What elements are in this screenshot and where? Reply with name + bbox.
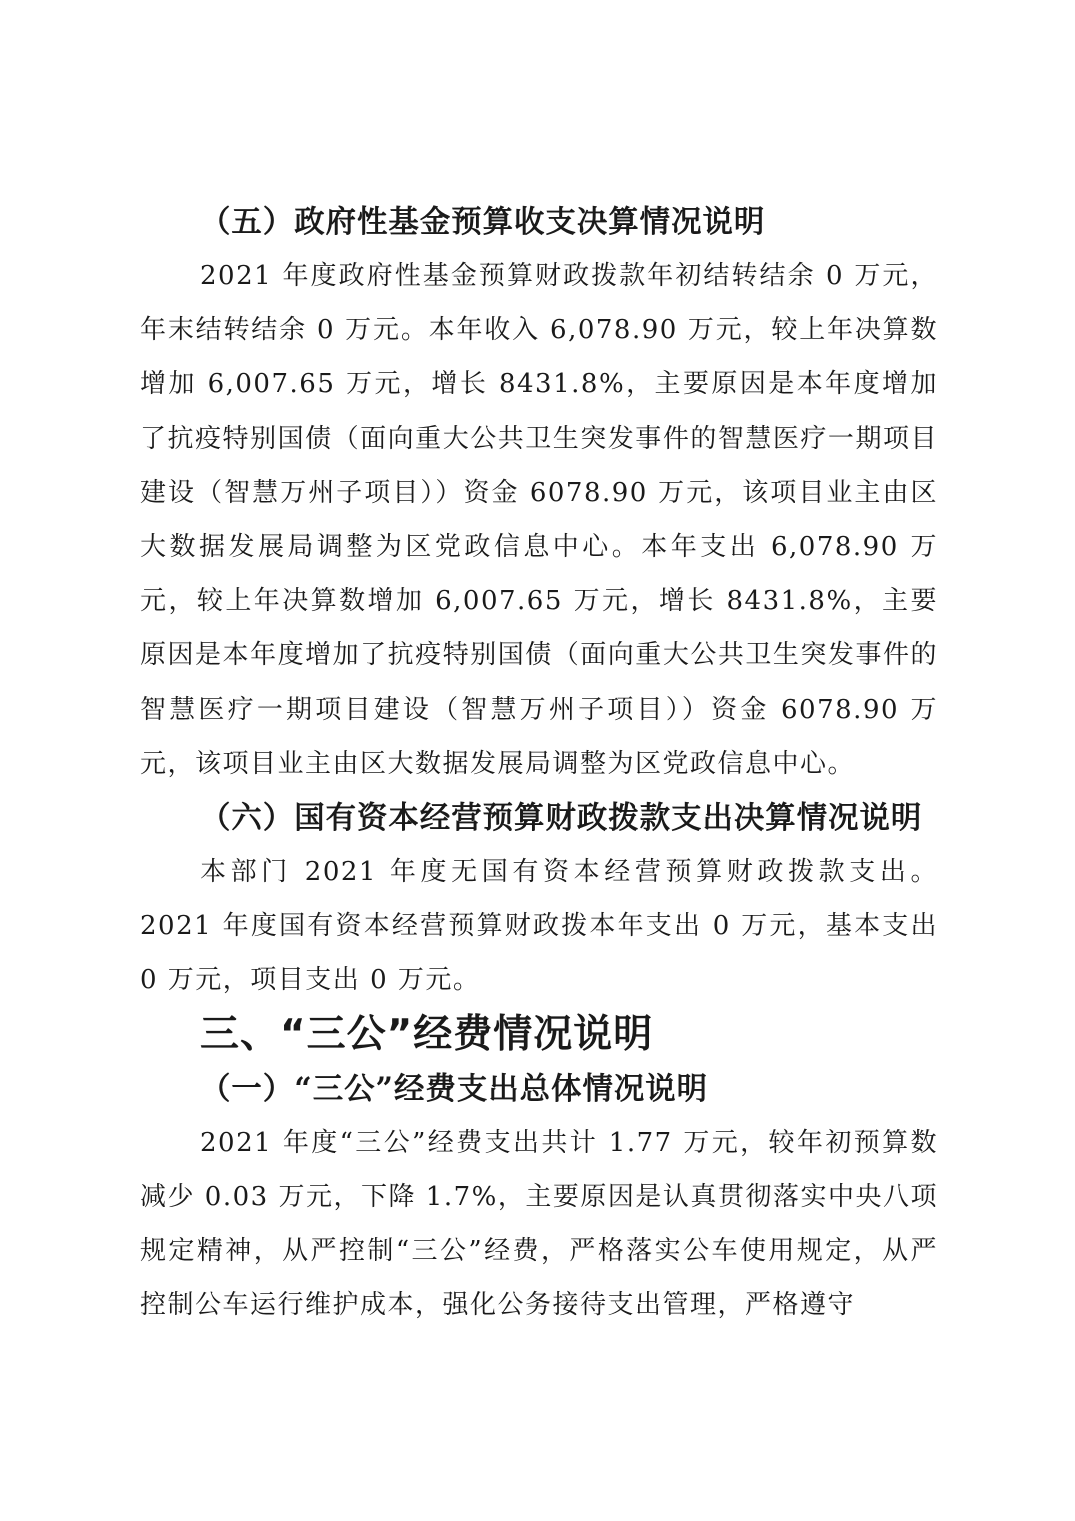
- paragraph-government-fund: 2021 年度政府性基金预算财政拨款年初结转结余 0 万元，年末结转结余 0 万元。本年收入 6,078.90 万元，较上年决算数增加 6,007.65 万元，增长 8431.8%，主要原因是本年度增加了抗疫特别国债（面向重大公共卫生突发事件的智慧医疗一期项目建设（智慧万州子项目））资金 6078.90 万元，该项目业主由区大数据发展局调整为区党政信息中心。本年支出 6,078.90 万元，较上年决算数增加 6,007.65 万元，增长 8431.8%，主要原因是本年度增加了抗疫特别国债（面向重大公共卫生突发事件的智慧医疗一期项目建设（智慧万州子项目））资金 6078.90 万元，该项目业主由区大数据发展局调整为区党政信息中心。: [140, 261, 938, 779]
- section-heading-government-fund: （五）政府性基金预算收支决算情况说明: [200, 204, 766, 240]
- paragraph-three-public-overall: 2021 年度“三公”经费支出共计 1.77 万元，较年初预算数减少 0.03 万元，下降 1.7%，主要原因是认真贯彻落实中央八项规定精神，从严控制“三公”经费，严格落实公车使用规定，从严控制公车运行维护成本，强化公务接待支出管理，严格遵守: [140, 1127, 938, 1321]
- section-heading-three-public-overall: （一）“三公”经费支出总体情况说明: [200, 1070, 709, 1107]
- chapter-heading-three-public: 三、“三公”经费情况说明: [200, 1011, 654, 1057]
- section-heading-state-capital: （六）国有资本经营预算财政拨款支出决算情况说明: [200, 800, 923, 837]
- document-body: [140, 195, 938, 1332]
- paragraph-state-capital: 本部门 2021 年度无国有资本经营预算财政拨款支出。2021 年度国有资本经营预算财政拨本年支出 0 万元，基本支出 0 万元，项目支出 0 万元。: [140, 857, 938, 996]
